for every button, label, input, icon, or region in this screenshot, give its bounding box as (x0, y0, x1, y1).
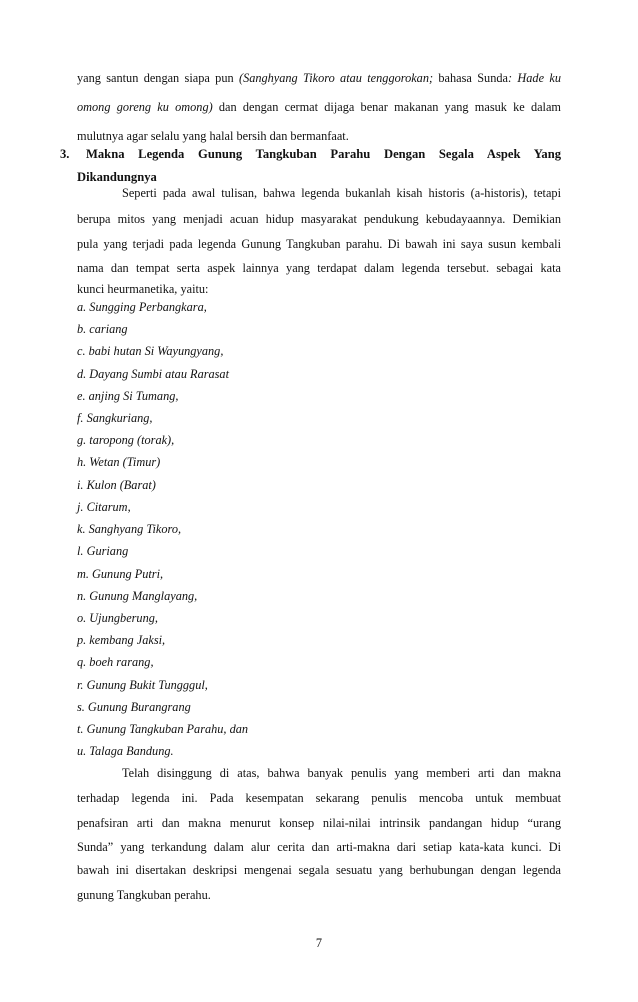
paragraph1-line-2: berupa mitos yang menjadi acuan hidup masyarakat pendukung kebudayaannya. Demikian (77, 212, 561, 226)
paragraph1-line-4: nama dan tempat serta aspek lainnya yang terdapat dalam legenda tersebut. sebagai kata (77, 261, 561, 275)
paragraph2-line-6: gunung Tangkuban perahu. (77, 888, 211, 902)
paragraph2-line-4: Sunda” yang terkandung dalam alur cerita dan arti-makna dari setiap kata-kata kunci. Di (77, 840, 561, 854)
paragraph2-line-2: terhadap legenda ini. Pada kesempatan sekarang penulis mencoba untuk membuat (77, 791, 561, 805)
list-item: s. Gunung Burangrang (77, 700, 191, 714)
section-heading-line-2: Dikandungnya (77, 170, 157, 184)
continuation-line-1: yang santun dengan siapa pun (Sanghyang Tikoro atau tenggorokan; bahasa Sunda: Hade ku (77, 71, 561, 85)
list-item: a. Sungging Perbangkara, (77, 300, 207, 314)
list-item: p. kembang Jaksi, (77, 633, 166, 647)
paragraph1-line-3: pula yang terjadi pada legenda Gunung Tangkuban parahu. Di bawah ini saya susun kembali (77, 237, 561, 251)
paragraph2-line-5: bawah ini disertakan deskripsi mengenai segala sesuatu yang berhubungan dengan legenda (77, 863, 561, 877)
list-item: l. Guriang (77, 544, 129, 558)
list-item: t. Gunung Tangkuban Parahu, dan (77, 722, 249, 736)
list-item: k. Sanghyang Tikoro, (77, 522, 182, 536)
paragraph1-line-5: kunci heurmanetika, yaitu: (77, 282, 209, 296)
list-item: q. boeh rarang, (77, 655, 154, 669)
list-item: u. Talaga Bandung. (77, 744, 174, 758)
list-item: m. Gunung Putri, (77, 567, 164, 581)
section-heading-line-1: Makna Legenda Gunung Tangkuban Parahu Dengan Segala Aspek Yang (86, 147, 561, 161)
list-item: e. anjing Si Tumang, (77, 389, 179, 403)
section-number: 3. (60, 147, 70, 161)
list-item: r. Gunung Bukit Tungggul, (77, 678, 208, 692)
continuation-line-3: mulutnya agar selalu yang halal bersih dan bermanfaat. (77, 129, 349, 143)
list-item: i. Kulon (Barat) (77, 478, 156, 492)
list-item: g. taropong (torak), (77, 433, 175, 447)
paragraph2-line-1: Telah disinggung di atas, bahwa banyak penulis yang memberi arti dan makna (122, 766, 561, 780)
list-item: n. Gunung Manglayang, (77, 589, 198, 603)
list-item: d. Dayang Sumbi atau Rarasat (77, 367, 229, 381)
list-item: f. Sangkuriang, (77, 411, 153, 425)
page-number: 7 (315, 936, 323, 950)
list-item: o. Ujungberung, (77, 611, 158, 625)
continuation-line-2: omong goreng ku omong) dan dengan cermat dijaga benar makanan yang masuk ke dalam (77, 100, 561, 114)
list-item: c. babi hutan Si Wayungyang, (77, 344, 224, 358)
paragraph2-line-3: penafsiran arti dan makna menurut konsep nilai-nilai intrinsik pandangan hidup “urang (77, 816, 561, 830)
list-item: j. Citarum, (77, 500, 131, 514)
list-item: h. Wetan (Timur) (77, 455, 161, 469)
list-item: b. cariang (77, 322, 128, 336)
paragraph1-line-1: Seperti pada awal tulisan, bahwa legenda bukanlah kisah historis (a-historis), tetapi (122, 186, 561, 200)
